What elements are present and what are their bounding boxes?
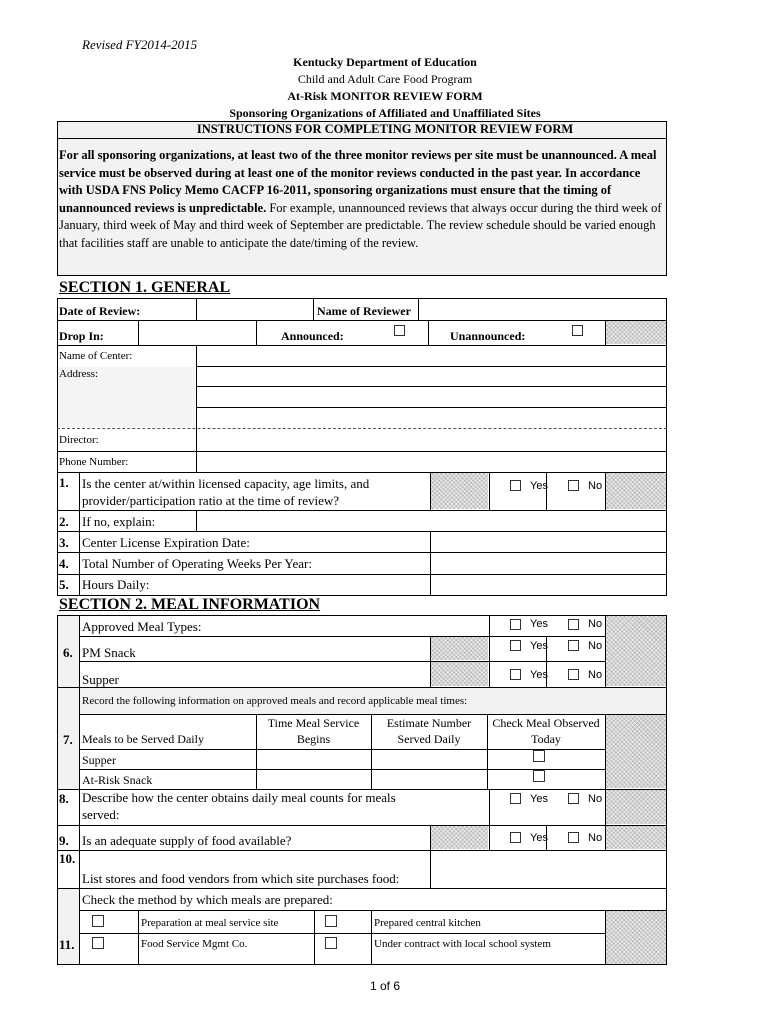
check-meal-observed-header-line1: Check Meal Observed	[492, 716, 600, 730]
central-kitchen-label: Prepared central kitchen	[374, 917, 481, 929]
q9-yes-label: Yes	[530, 832, 548, 844]
phone-field[interactable]	[197, 452, 666, 471]
q1-number: 1.	[59, 475, 69, 490]
q9-number: 9.	[59, 833, 69, 848]
q10-number: 10.	[59, 851, 76, 866]
q8-question-line1: Describe how the center obtains daily meal counts for meals	[82, 790, 396, 805]
meals-served-daily-header: Meals to be Served Daily	[82, 732, 204, 746]
approved-meal-types-label: Approved Meal Types:	[82, 619, 202, 634]
approved-yes-label: Yes	[530, 618, 548, 630]
section1-title: SECTION 1. GENERAL	[59, 279, 231, 296]
q3-number: 3.	[59, 535, 69, 550]
shaded-cell	[431, 662, 488, 686]
fsmc-checkbox[interactable]	[92, 937, 104, 949]
shaded-cell	[606, 616, 666, 686]
supper-estimate-field[interactable]	[372, 750, 486, 768]
shaded-cell	[606, 715, 666, 788]
prep-site-label: Preparation at meal service site	[141, 917, 279, 929]
q8-number: 8.	[59, 791, 69, 806]
atrisk-estimate-field[interactable]	[372, 770, 486, 788]
supper-observed-checkbox[interactable]	[533, 750, 545, 762]
prep-site-checkbox[interactable]	[92, 915, 104, 927]
q8-yes-label: Yes	[530, 793, 548, 805]
name-of-reviewer-label: Name of Reviewer	[317, 304, 411, 318]
program-title: Child and Adult Care Food Program	[297, 72, 473, 86]
fsmc-label: Food Service Mgmt Co.	[141, 938, 248, 950]
q11-question: Check the method by which meals are prepared:	[82, 892, 333, 907]
supper-no-checkbox[interactable]	[568, 669, 579, 680]
q8-no-label: No	[588, 793, 603, 805]
instructions-title: INSTRUCTIONS FOR COMPLETING MONITOR REVIEW FORM	[196, 122, 574, 136]
address-label: Address:	[59, 368, 99, 380]
time-meal-service-header-line2: Begins	[296, 732, 331, 746]
q9-no-checkbox[interactable]	[568, 832, 579, 843]
q1-no-label: No	[588, 480, 603, 492]
q1-question-line2: provider/participation ratio at the time of review?	[82, 493, 340, 508]
supper-no-label: No	[588, 669, 603, 681]
q1-no-checkbox[interactable]	[568, 480, 579, 491]
estimate-number-header-line1: Estimate Number	[386, 716, 472, 730]
section2-title: SECTION 2. MEAL INFORMATION	[59, 596, 321, 613]
time-meal-service-header-line1: Time Meal Service	[267, 716, 360, 730]
central-kitchen-checkbox[interactable]	[325, 915, 337, 927]
drop-in-label: Drop In:	[59, 329, 104, 343]
pm-snack-yes-checkbox[interactable]	[510, 640, 521, 651]
shaded-cell	[606, 911, 666, 964]
phone-label: Phone Number:	[59, 456, 129, 468]
q10-vendors-field[interactable]	[431, 851, 666, 887]
supper-yes-label: Yes	[530, 669, 548, 681]
instructions-bold-text: For all sponsoring organizations, at least two of the three monitor reviews per site must be unannounced. A meal service must be observed during at least one of the monitor reviews conducted in the past year. In accordance with USDA FNS Policy Memo CACFP 16-2011, sponsoring organizations must ensure that the timing of unannounced reviews is unpredictable.	[59, 148, 657, 215]
pm-snack-no-checkbox[interactable]	[568, 640, 579, 651]
q3-question: Center License Expiration Date:	[82, 535, 250, 550]
instructions-normal-text: For example, unannounced reviews that always occur during the third week of January, third week of May and third week of September are predictable. The review schedule should be varied enough that facilities staff are unable to anticipate the date/timing of the review.	[59, 200, 662, 250]
address-field[interactable]	[197, 367, 666, 427]
q6-number: 6.	[63, 645, 73, 660]
school-contract-label: Under contract with local school system	[374, 938, 551, 950]
director-field[interactable]	[197, 430, 666, 450]
shaded-cell	[431, 473, 488, 509]
instructions-text	[59, 147, 663, 252]
supper-yes-checkbox[interactable]	[510, 669, 521, 680]
q2-explain-field[interactable]	[197, 511, 666, 530]
name-of-center-label: Name of Center:	[59, 350, 133, 362]
q8-yes-checkbox[interactable]	[510, 793, 521, 804]
estimate-number-header-line2: Served Daily	[397, 732, 461, 746]
shaded-cell	[431, 826, 488, 849]
q2-number: 2.	[59, 514, 69, 529]
shaded-cell	[606, 321, 666, 344]
approved-no-label: No	[588, 618, 603, 630]
q9-no-label: No	[588, 832, 603, 844]
name-of-reviewer-field[interactable]	[419, 300, 665, 319]
revised-label: Revised FY2014-2015	[82, 37, 198, 52]
department-title: Kentucky Department of Education	[293, 55, 477, 69]
q5-field[interactable]	[431, 575, 666, 595]
row-atrisk-snack-label: At-Risk Snack	[82, 773, 153, 787]
q8-question-line2: served:	[82, 807, 120, 822]
date-of-review-label: Date of Review:	[59, 304, 141, 318]
q3-field[interactable]	[431, 532, 666, 551]
q4-number: 4.	[59, 556, 69, 571]
drop-in-field[interactable]	[139, 322, 255, 344]
pm-snack-label: PM Snack	[82, 645, 136, 660]
q1-yes-label: Yes	[530, 480, 548, 492]
check-meal-observed-header-line2: Today	[531, 732, 561, 746]
shaded-cell	[606, 790, 666, 824]
unannounced-checkbox[interactable]	[572, 325, 583, 336]
page-number: 1 of 6	[369, 979, 401, 993]
q9-question: Is an adequate supply of food available?	[82, 833, 292, 848]
announced-label: Announced:	[281, 329, 344, 343]
approved-yes-checkbox[interactable]	[510, 619, 521, 630]
pm-snack-yes-label: Yes	[530, 640, 548, 652]
pm-snack-no-label: No	[588, 640, 603, 652]
announced-checkbox[interactable]	[394, 325, 405, 336]
name-of-center-field[interactable]	[197, 347, 666, 365]
form-title: At-Risk MONITOR REVIEW FORM	[287, 89, 483, 103]
row-supper-label: Supper	[82, 753, 116, 767]
q1-yes-checkbox[interactable]	[510, 480, 521, 491]
q4-field[interactable]	[431, 553, 666, 573]
q9-yes-checkbox[interactable]	[510, 832, 521, 843]
q5-number: 5.	[59, 577, 69, 592]
q1-question-line1: Is the center at/within licensed capacity, age limits, and	[82, 476, 370, 491]
shaded-cell	[431, 637, 488, 660]
shaded-cell	[606, 473, 666, 509]
q7-number: 7.	[63, 732, 73, 747]
unannounced-label: Unannounced:	[450, 329, 526, 343]
date-of-review-field[interactable]	[197, 300, 312, 319]
atrisk-observed-checkbox[interactable]	[533, 770, 545, 782]
supper-label: Supper	[82, 672, 119, 687]
shaded-cell	[606, 826, 666, 849]
atrisk-time-field[interactable]	[257, 770, 370, 788]
form-subtitle: Sponsoring Organizations of Affiliated and Unaffiliated Sites	[229, 106, 541, 120]
approved-no-checkbox[interactable]	[568, 619, 579, 630]
supper-time-field[interactable]	[257, 750, 370, 768]
q5-question: Hours Daily:	[82, 577, 150, 592]
q11-number: 11.	[59, 937, 75, 952]
school-contract-checkbox[interactable]	[325, 937, 337, 949]
q4-question: Total Number of Operating Weeks Per Year:	[82, 556, 312, 571]
director-label: Director:	[59, 434, 99, 446]
q8-no-checkbox[interactable]	[568, 793, 579, 804]
q2-question: If no, explain:	[82, 514, 156, 529]
q10-question: List stores and food vendors from which site purchases food:	[82, 871, 400, 886]
record-instructions: Record the following information on approved meals and record applicable meal times:	[82, 695, 468, 707]
